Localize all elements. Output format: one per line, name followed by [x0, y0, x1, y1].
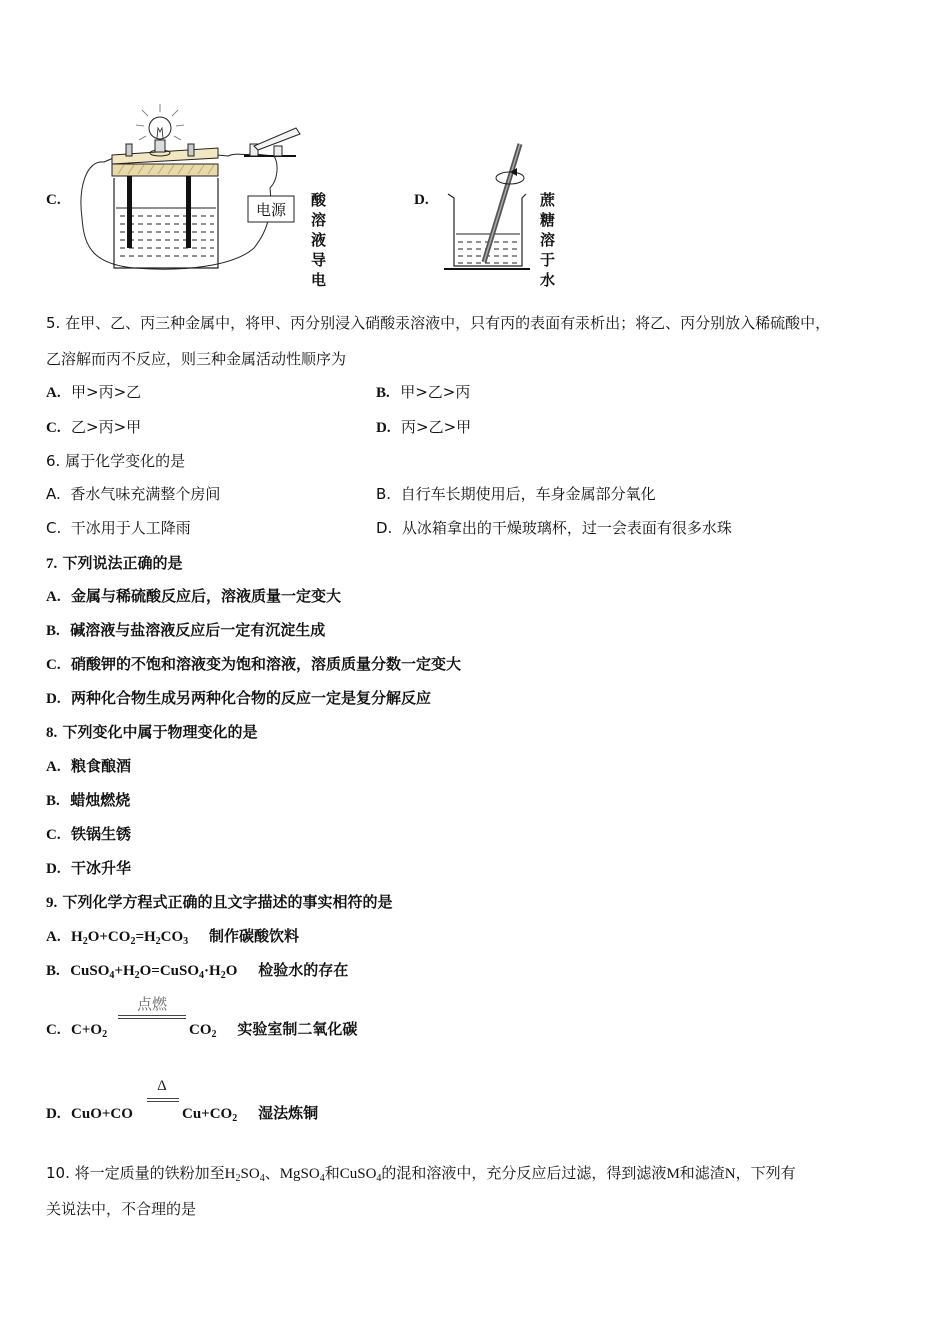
option-d-caption: 蔗糖溶于水	[540, 191, 556, 289]
question-number: 6.	[46, 452, 61, 470]
question-number: 5.	[46, 314, 61, 332]
chemical-equation: $H_2O+CO_2=H_2CO_3$	[71, 929, 189, 947]
beaker-stirring-rod-figure	[440, 138, 540, 272]
option-a: A. 甲>丙>乙	[46, 383, 142, 401]
option-b: B. 碱溶液与盐溶液反应后一定有沉淀生成	[46, 621, 326, 639]
question-stem-cont: 关说法中，不合理的是	[46, 1200, 197, 1218]
chemical-equation: $CuSO_4+H_2O=CuSO_4\cdot H_2O$	[70, 963, 238, 981]
question-stem-cont: 乙溶解而丙不反应，则三种金属活动性顺序为	[46, 350, 347, 368]
option-b: B. $CuSO_4+H_2O=CuSO_4\cdot H_2O$ 检验水的存在	[46, 961, 349, 981]
question-stem	[46, 451, 185, 471]
power-source-label: 电源	[255, 201, 287, 219]
option-c: C. 干冰用于人工降雨	[46, 519, 191, 537]
option-c: C. 硝酸钾的不饱和溶液变为饱和溶液，溶质质量分数一定变大	[46, 655, 462, 673]
question-stem	[46, 722, 258, 743]
option-a: A. 金属与稀硫酸反应后，溶液质量一定变大	[46, 587, 342, 605]
stem-text: 属于化学变化的是	[65, 452, 186, 470]
option-b: B. 蜡烛燃烧	[46, 791, 131, 809]
option-a: A. 香水气味充满整个房间	[46, 485, 221, 503]
question-number: 10.	[46, 1164, 70, 1182]
question-number: 9.	[46, 895, 58, 911]
stem-text: 下列变化中属于物理变化的是	[62, 723, 258, 741]
question-stem	[46, 553, 183, 574]
option-d: D. 干冰升华	[46, 859, 132, 877]
option-d: D. 从冰箱拿出的干燥玻璃杯，过一会表面有很多水珠	[376, 519, 732, 537]
equals-bar	[118, 1015, 186, 1019]
option-c-caption: 酸溶液导电	[311, 191, 327, 289]
stem-text: 下列说法正确的是	[62, 554, 183, 572]
question-number: 7.	[46, 556, 58, 572]
option-d: D. 丙>乙>甲	[376, 418, 472, 436]
equals-bar	[147, 1098, 179, 1102]
option-a: A. 粮食酿酒	[46, 757, 132, 775]
option-c: C. 铁锅生锈	[46, 825, 132, 843]
question-number: 8.	[46, 725, 58, 741]
option-d: D. 两种化合物生成另两种化合物的反应一定是复分解反应	[46, 689, 432, 707]
reaction-condition: Δ	[157, 1078, 167, 1094]
conductivity-apparatus-figure	[74, 98, 306, 273]
stem-text: 下列化学方程式正确的且文字描述的事实相符的是	[62, 893, 393, 911]
stem-text: 在甲、乙、丙三种金属中，将甲、丙分别浸入硝酸汞溶液中，只有丙的表面有汞析出；将乙、丙分别放入稀硫酸中，	[65, 314, 831, 332]
option-c: C. 乙>丙>甲	[46, 418, 142, 436]
option-a: A. $H_2O+CO_2=H_2CO_3$ 制作碳酸饮料	[46, 927, 300, 947]
option-label: C.	[46, 192, 61, 208]
option-b: B. 自行车长期使用后，车身金属部分氧化	[376, 485, 656, 503]
option-b: B. 甲>乙>丙	[376, 383, 471, 401]
question-stem: 10. 将一定质量的铁粉加至$H_2SO_4$、MgSO$_4$和CuSO$_4$的混和溶液中，充分反应后过滤，得到滤液M和滤渣N，下列有	[46, 1164, 796, 1184]
reaction-condition: 点燃	[136, 995, 167, 1013]
question-stem	[46, 313, 830, 333]
question-stem	[46, 892, 393, 913]
option-label: D.	[414, 192, 429, 208]
